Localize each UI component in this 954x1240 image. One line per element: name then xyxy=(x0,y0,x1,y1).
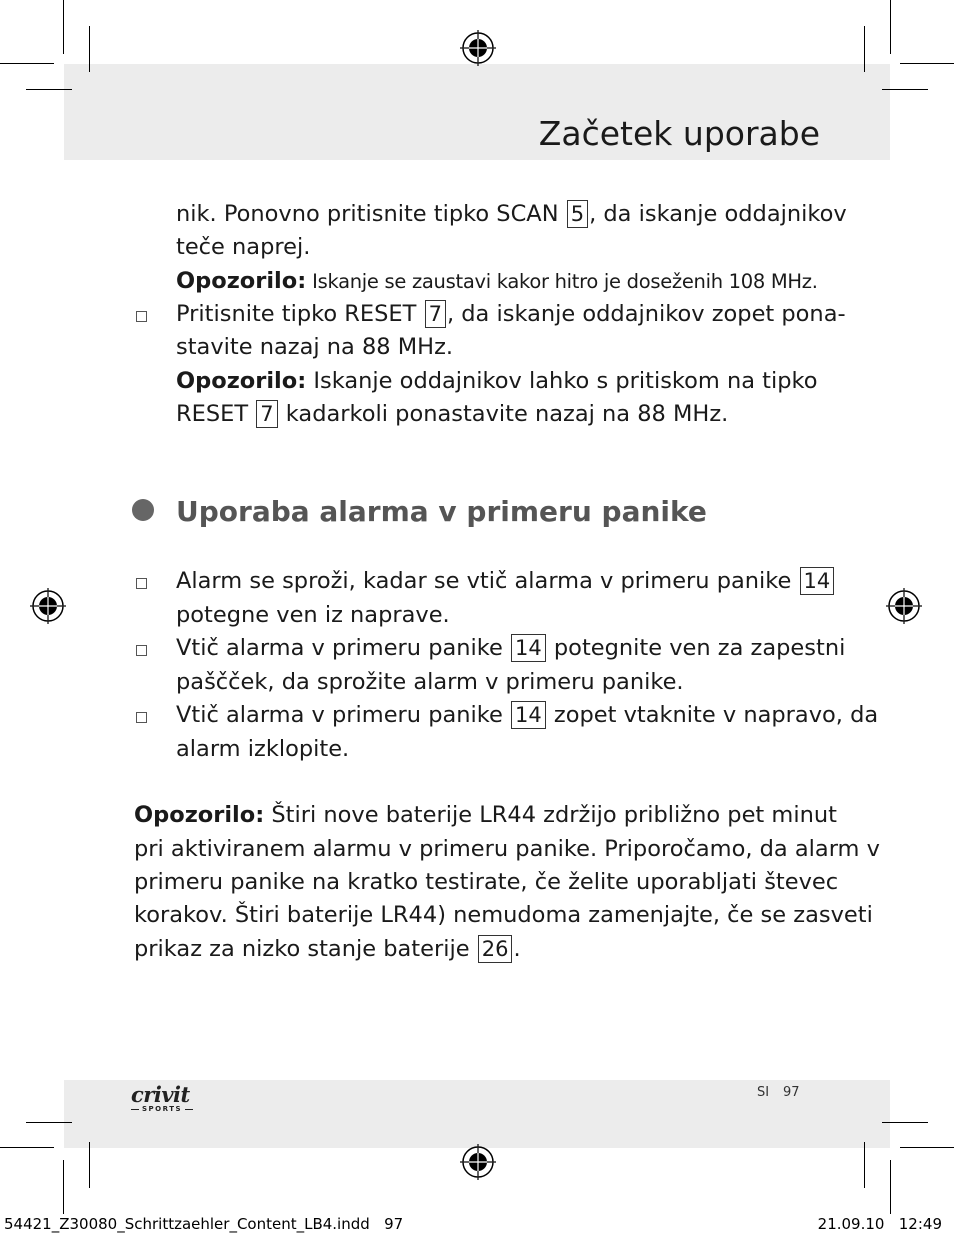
note-text: prikaz za nizko stanje baterije xyxy=(134,936,470,962)
note-text: Štiri nove baterije LR44 zdržijo približno pet minut xyxy=(264,802,837,828)
final-note-line-2: pri aktiviranem alarmu v primeru panike. Priporočamo, da alarm v xyxy=(134,836,880,862)
crop-mark xyxy=(63,0,64,54)
item-text: Vtič alarma v primeru panike xyxy=(176,702,503,728)
page-title: Začetek uporabe xyxy=(538,114,820,153)
checkbox-bullet-icon xyxy=(136,578,147,589)
crop-mark xyxy=(89,1142,90,1188)
reset-note-line-2 xyxy=(176,398,728,431)
reset-note-line-1 xyxy=(176,365,818,398)
ref-number: 26 xyxy=(478,935,513,963)
crop-mark xyxy=(26,1122,72,1123)
intro-text: , da iskanje oddajnikov xyxy=(589,201,847,227)
crop-mark xyxy=(26,89,72,90)
logo-rule xyxy=(185,1109,193,1110)
crop-mark xyxy=(63,1160,64,1214)
reset-text: Pritisnite tipko RESET xyxy=(176,301,417,327)
item-text: potegnite ven za zapestni xyxy=(546,635,846,661)
note-label: Opozorilo: xyxy=(176,268,307,294)
crop-mark xyxy=(0,63,54,64)
ref-number: 14 xyxy=(511,634,546,662)
logo-rule xyxy=(131,1109,139,1110)
registration-mark-icon xyxy=(30,588,66,624)
section-heading: Uporaba alarma v primeru panike xyxy=(176,495,707,528)
note-label: Opozorilo: xyxy=(134,802,265,828)
ref-number: 14 xyxy=(511,701,546,729)
list-item-line-2: paščček, da sprožite alarm v primeru panike. xyxy=(176,669,684,695)
intro-line-2: teče naprej. xyxy=(176,234,311,260)
ref-number: 7 xyxy=(425,300,446,328)
list-item xyxy=(176,632,845,665)
crop-mark xyxy=(900,63,954,64)
final-note-line-3: primeru panike na kratko testirate, če želite uporabljati števec xyxy=(134,869,839,895)
reset-line-2: stavite nazaj na 88 MHz. xyxy=(176,334,454,360)
intro-line-1 xyxy=(176,198,847,231)
date-slug: 21.09.10 12:49 xyxy=(817,1215,942,1233)
registration-mark-icon xyxy=(460,1144,496,1180)
crop-mark xyxy=(890,1160,891,1214)
intro-note xyxy=(176,265,818,298)
file-slug: 54421_Z30080_Schrittzaehler_Content_LB4.indd 97 xyxy=(4,1215,404,1233)
page-number: 97 xyxy=(783,1085,800,1100)
note-text: Iskanje se zaustavi kakor hitro je doseženih 108 MHz. xyxy=(306,270,818,293)
ref-number: 7 xyxy=(256,400,277,428)
item-text: Vtič alarma v primeru panike xyxy=(176,635,503,661)
page-language: SI xyxy=(757,1085,770,1100)
crop-mark xyxy=(864,26,865,72)
checkbox-bullet-icon xyxy=(136,712,147,723)
item-text: Alarm se sproži, kadar se vtič alarma v primeru panike xyxy=(176,568,792,594)
crop-mark xyxy=(882,89,928,90)
checkbox-bullet-icon xyxy=(136,645,147,656)
ref-number: 5 xyxy=(567,200,588,228)
reset-text: , da iskanje oddajnikov zopet pona- xyxy=(446,301,846,327)
list-item xyxy=(176,699,878,732)
logo-wordmark: crivit xyxy=(131,1082,190,1107)
list-item-line-2: alarm izklopite. xyxy=(176,736,350,762)
final-note-line-1 xyxy=(134,799,837,832)
intro-text: nik. Ponovno pritisnite tipko SCAN xyxy=(176,201,559,227)
crop-mark xyxy=(864,1142,865,1188)
registration-mark-icon xyxy=(886,588,922,624)
note-label: Opozorilo: xyxy=(176,368,307,394)
list-item xyxy=(176,565,835,598)
crop-mark xyxy=(0,1147,54,1148)
note-text: RESET xyxy=(176,401,249,427)
final-note-line-4: korakov. Štiri baterije LR44) nemudoma zamenjajte, če se zasveti xyxy=(134,902,873,928)
brand-logo xyxy=(131,1084,201,1120)
note-text: Iskanje oddajnikov lahko s pritiskom na tipko xyxy=(306,368,818,394)
logo-subtitle: SPORTS xyxy=(142,1105,183,1113)
note-text: kadarkoli ponastavite nazaj na 88 MHz. xyxy=(278,401,729,427)
heading-bullet-icon xyxy=(132,499,154,521)
reset-line-1 xyxy=(176,298,846,331)
list-item-line-2: potegne ven iz naprave. xyxy=(176,602,450,628)
item-text: zopet vtaknite v napravo, da xyxy=(546,702,879,728)
registration-mark-icon xyxy=(460,30,496,66)
crop-mark xyxy=(900,1147,954,1148)
crop-mark xyxy=(882,1122,928,1123)
final-note-line-5 xyxy=(134,933,521,966)
checkbox-bullet-icon xyxy=(136,311,147,322)
crop-mark xyxy=(890,0,891,54)
note-text: . xyxy=(513,936,521,962)
crop-mark xyxy=(89,26,90,72)
ref-number: 14 xyxy=(800,567,835,595)
